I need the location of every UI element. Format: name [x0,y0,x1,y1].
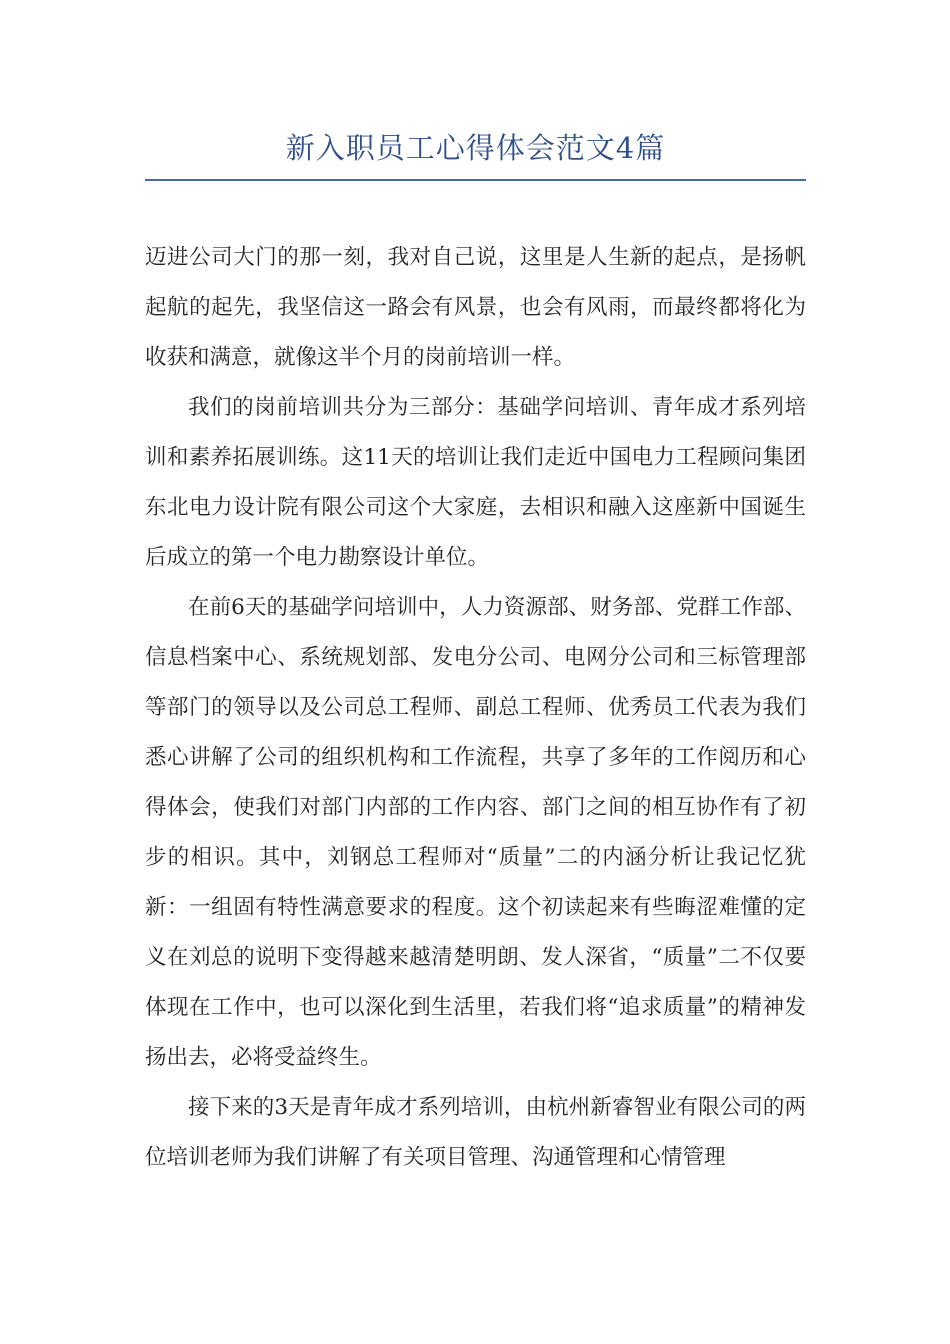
title-underline [145,179,806,181]
paragraph-3: 在前6天的基础学问培训中，人力资源部、财务部、党群工作部、信息档案中心、系统规划部、发电分公司、电网分公司和三标管理部等部门的领导以及公司总工程师、副总工程师、优秀员工代表为我们悉心讲解了公司的组织机构和工作流程，共享了多年的工作阅历和心得体会，使我们对部门内部的工作内容、部门之间的相互协作有了初步的相识。其中，刘钢总工程师对“质量”二的内涵分析让我记忆犹新：一组固有特性满意要求的程度。这个初读起来有些晦涩难懂的定义在刘总的说明下变得越来越清楚明朗、发人深省，“质量”二不仅要体现在工作中，也可以深化到生活里，若我们将“追求质量”的精神发扬出去，必将受益终生。 [145,595,806,1070]
document-title: 新入职员工心得体会范文4篇 [285,131,666,165]
paragraph-1: 迈进公司大门的那一刻，我对自己说，这里是人生新的起点，是扬帆起航的起先，我坚信这一路会有风景，也会有风雨，而最终都将化为收获和满意，就像这半个月的岗前培训一样。 [145,245,806,370]
paragraph-4: 接下来的3天是青年成才系列培训，由杭州新睿智业有限公司的两位培训老师为我们讲解了有关项目管理、沟通管理和心情管理 [145,1095,806,1170]
document-body [145,233,806,1183]
paragraph-2: 我们的岗前培训共分为三部分：基础学问培训、青年成才系列培训和素养拓展训练。这11天的培训让我们走近中国电力工程顾问集团东北电力设计院有限公司这个大家庭，去相识和融入这座新中国诞生后成立的第一个电力勘察设计单位。 [145,395,806,570]
